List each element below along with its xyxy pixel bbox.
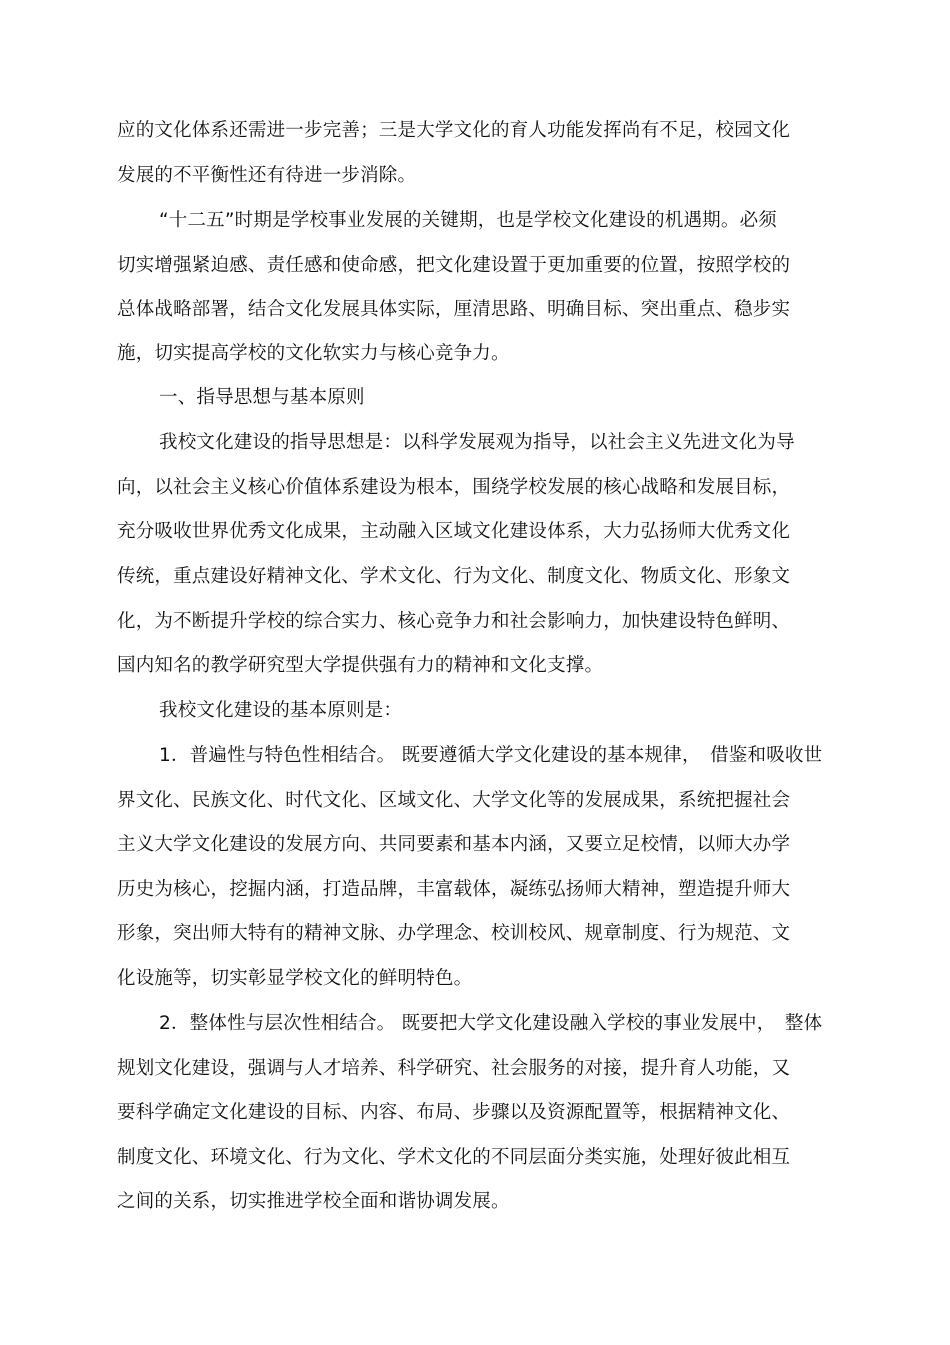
- paragraph-line: 施，切实提高学校的文化软实力与核心竞争力。: [117, 343, 510, 364]
- paragraph-line: 要科学确定文化建设的目标、内容、布局、步骤以及资源配置等，根据精神文化、: [117, 1102, 791, 1123]
- paragraph-line: 之间的关系，切实推进学校全面和谐协调发展。: [117, 1191, 510, 1212]
- paragraph-line: 我校文化建设的指导思想是：以科学发展观为指导，以社会主义先进文化为导: [159, 432, 795, 453]
- paragraph-line: 化，为不断提升学校的综合实力、核心竞争力和社会影响力，加快建设特色鲜明、: [117, 611, 791, 632]
- paragraph-line: 形象，突出师大特有的精神文脉、办学理念、校训校风、规章制度、行为规范、文: [117, 923, 791, 944]
- paragraph-line: 1．普遍性与特色性相结合。 既要遵循大学文化建设的基本规律， 借鉴和吸收世: [159, 745, 823, 766]
- paragraph-line: 2．整体性与层次性相结合。 既要把大学文化建设融入学校的事业发展中， 整体: [159, 1013, 823, 1034]
- paragraph-line: 规划文化建设，强调与人才培养、科学研究、社会服务的对接，提升育人功能，又: [117, 1058, 791, 1079]
- paragraph-line: 充分吸收世界优秀文化成果，主动融入区域文化建设体系，大力弘扬师大优秀文化: [117, 521, 791, 542]
- paragraph-line: 化设施等，切实彰显学校文化的鲜明特色。: [117, 968, 473, 989]
- paragraph-line: 我校文化建设的基本原则是：: [159, 700, 403, 721]
- paragraph-line: 向，以社会主义核心价值体系建设为根本，围绕学校发展的核心战略和发展目标，: [117, 477, 791, 498]
- paragraph-line: 制度文化、环境文化、行为文化、学术文化的不同层面分类实施，处理好彼此相互: [117, 1147, 791, 1168]
- section-heading: 一、指导思想与基本原则: [159, 387, 365, 408]
- paragraph-line: 界文化、民族文化、时代文化、区域文化、大学文化等的发展成果，系统把握社会: [117, 790, 791, 811]
- paragraph-line: 切实增强紧迫感、责任感和使命感，把文化建设置于更加重要的位置，按照学校的: [117, 255, 791, 276]
- paragraph-line: 总体战略部署，结合文化发展具体实际，厘清思路、明确目标、突出重点、稳步实: [117, 299, 791, 320]
- paragraph-line: 国内知名的教学研究型大学提供强有力的精神和文化支撑。: [117, 655, 604, 676]
- paragraph-line: 应的文化体系还需进一步完善；三是大学文化的育人功能发挥尚有不足，校园文化: [117, 120, 791, 141]
- paragraph-line: 历史为核心，挖掘内涵，打造品牌，丰富载体，凝练弘扬师大精神，塑造提升师大: [117, 879, 791, 900]
- paragraph-line: 主义大学文化建设的发展方向、共同要素和基本内涵，又要立足校情，以师大办学: [117, 834, 791, 855]
- paragraph-line: 发展的不平衡性还有待进一步消除。: [117, 165, 417, 186]
- paragraph-line: “十二五”时期是学校事业发展的关键期，也是学校文化建设的机遇期。必须: [159, 210, 777, 231]
- paragraph-line: 传统，重点建设好精神文化、学术文化、行为文化、制度文化、物质文化、形象文: [117, 566, 791, 587]
